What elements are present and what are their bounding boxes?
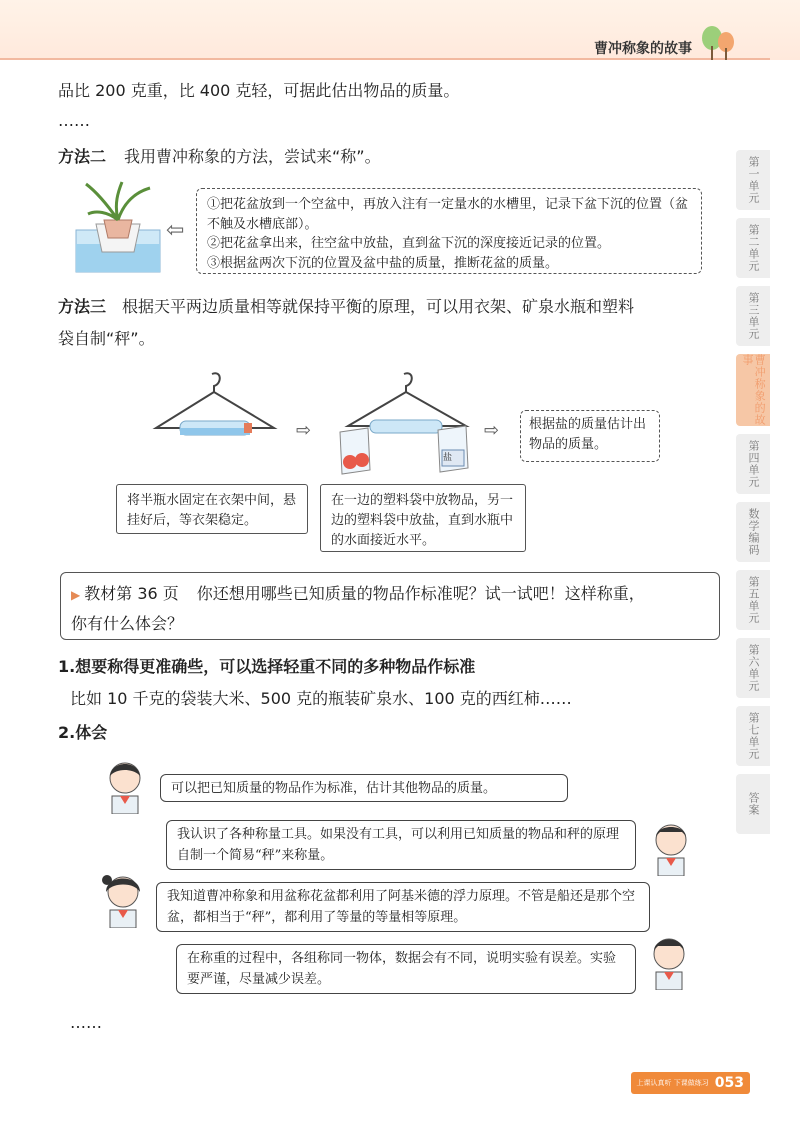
girl-avatar-1 (100, 758, 150, 814)
answer1-text: 比如 10 千克的袋装大米、500 克的瓶装矿泉水、100 克的西红柿…… (70, 689, 572, 708)
answer2-ellipsis: …… (70, 1013, 102, 1032)
method3-line1 (58, 294, 634, 320)
right-arrow-icon: ⇨ (296, 420, 312, 441)
right-arrow-icon-2: ⇨ (484, 420, 500, 441)
reflection-bubble-2: 我认识了各种称量工具。如果没有工具，可以利用已知质量的物品和秤的原理自制一个简易“秤”来称量。 (166, 820, 636, 870)
method2-line (58, 144, 381, 170)
textbook-line1 (71, 581, 645, 604)
salt-bag-label: 盐 (443, 453, 453, 463)
answer2-heading: 2.体会 (58, 723, 108, 742)
caption-right: 在一边的塑料袋中放物品，另一边的塑料袋中放盐，直到水瓶中的水面接近水平。 (320, 484, 526, 552)
sidebar-tab-unit6[interactable]: 第六单元 (736, 638, 770, 698)
textbook-ref: 教材第 36 页 (84, 584, 179, 603)
tree-icon (698, 24, 738, 60)
sidebar-tab-unit5[interactable]: 第五单元 (736, 570, 770, 630)
hanger-with-bags (334, 370, 482, 480)
intro-line: 品比 200 克重，比 400 克轻，可据此估出物品的质量。 (58, 81, 460, 100)
sidebar-tab-unit4[interactable]: 第四单元 (736, 434, 770, 494)
footer-tag: 上课认真听 下课做练习 (636, 1078, 709, 1087)
method2-steps (196, 188, 702, 274)
sidebar-tab-math-code[interactable]: 数学编码 (736, 502, 770, 562)
unit-sidebar (736, 150, 770, 842)
hanger-with-bottle (150, 370, 280, 440)
page-number-value: 053 (714, 1075, 744, 1091)
step-1: ①把花盆放到一个空盆中，再放入注有一定量水的水槽里，记录下盆下沉的位置（盆不触及水槽底部）。 (207, 197, 689, 232)
caption-left: 将半瓶水固定在衣架中间，悬挂好后，等衣架稳定。 (116, 484, 308, 534)
sidebar-tab-unit2[interactable]: 第二单元 (736, 218, 770, 278)
step-2: ②把花盆拿出来，往空盆中放盐，直到盆下沉的深度接近记录的位置。 (207, 236, 611, 251)
chapter-title: 曹冲称象的故事 (594, 41, 692, 57)
textbook-question1: 你还想用哪些已知质量的物品作标准呢？试一试吧！这样称重， (196, 584, 645, 603)
header-divider (0, 58, 770, 60)
step-3: ③根据盆两次下沉的位置及盆中盐的质量，推断花盆的质量。 (207, 255, 559, 271)
sidebar-tab-unit1[interactable]: 第一单元 (736, 150, 770, 210)
sidebar-tab-answers[interactable]: 答案 (736, 774, 770, 834)
method3-text1: 根据天平两边质量相等就保持平衡的原理，可以用衣架、矿泉水瓶和塑料 (122, 297, 635, 316)
girl-avatar-2 (98, 870, 148, 928)
intro-ellipsis: …… (58, 111, 90, 130)
textbook-question-box (60, 572, 720, 640)
sidebar-tab-unit3[interactable]: 第三单元 (736, 286, 770, 346)
reflection-bubble-1: 可以把已知质量的物品作为标准，估计其他物品的质量。 (160, 774, 568, 802)
boy-avatar-2 (644, 932, 694, 990)
method2-text: 我用曹冲称象的方法，尝试来“称”。 (124, 147, 381, 166)
reflection-bubble-3: 我知道曹冲称象和用盆称花盆都利用了阿基米德的浮力原理。不管是船还是那个空盆，都相当于“秤”，都利用了等量的等量相等原理。 (156, 882, 650, 932)
reflection-bubble-4: 在称重的过程中，各组称同一物体，数据会有不同，说明实验有误差。实验要严谨，尽量减少误差。 (176, 944, 636, 994)
method2-label: 方法二 (58, 147, 107, 166)
triangle-icon: ▶ (71, 588, 81, 602)
flowerpot-illustration (74, 180, 162, 276)
left-arrow-icon: ⇦ (166, 218, 185, 243)
method3-label: 方法三 (58, 297, 107, 316)
textbook-question2: 你有什么体会？ (71, 614, 184, 633)
result-box: 根据盐的质量估计出物品的质量。 (520, 410, 660, 462)
sidebar-tab-current[interactable]: 曹冲称象的故事 (736, 354, 770, 426)
sidebar-tab-unit7[interactable]: 第七单元 (736, 706, 770, 766)
answer1-heading: 1.想要称得更准确些，可以选择轻重不同的多种物品作标准 (58, 657, 476, 676)
boy-avatar-1 (646, 820, 696, 876)
page-number (631, 1072, 750, 1094)
method3-line2: 袋自制“秤”。 (58, 329, 155, 348)
